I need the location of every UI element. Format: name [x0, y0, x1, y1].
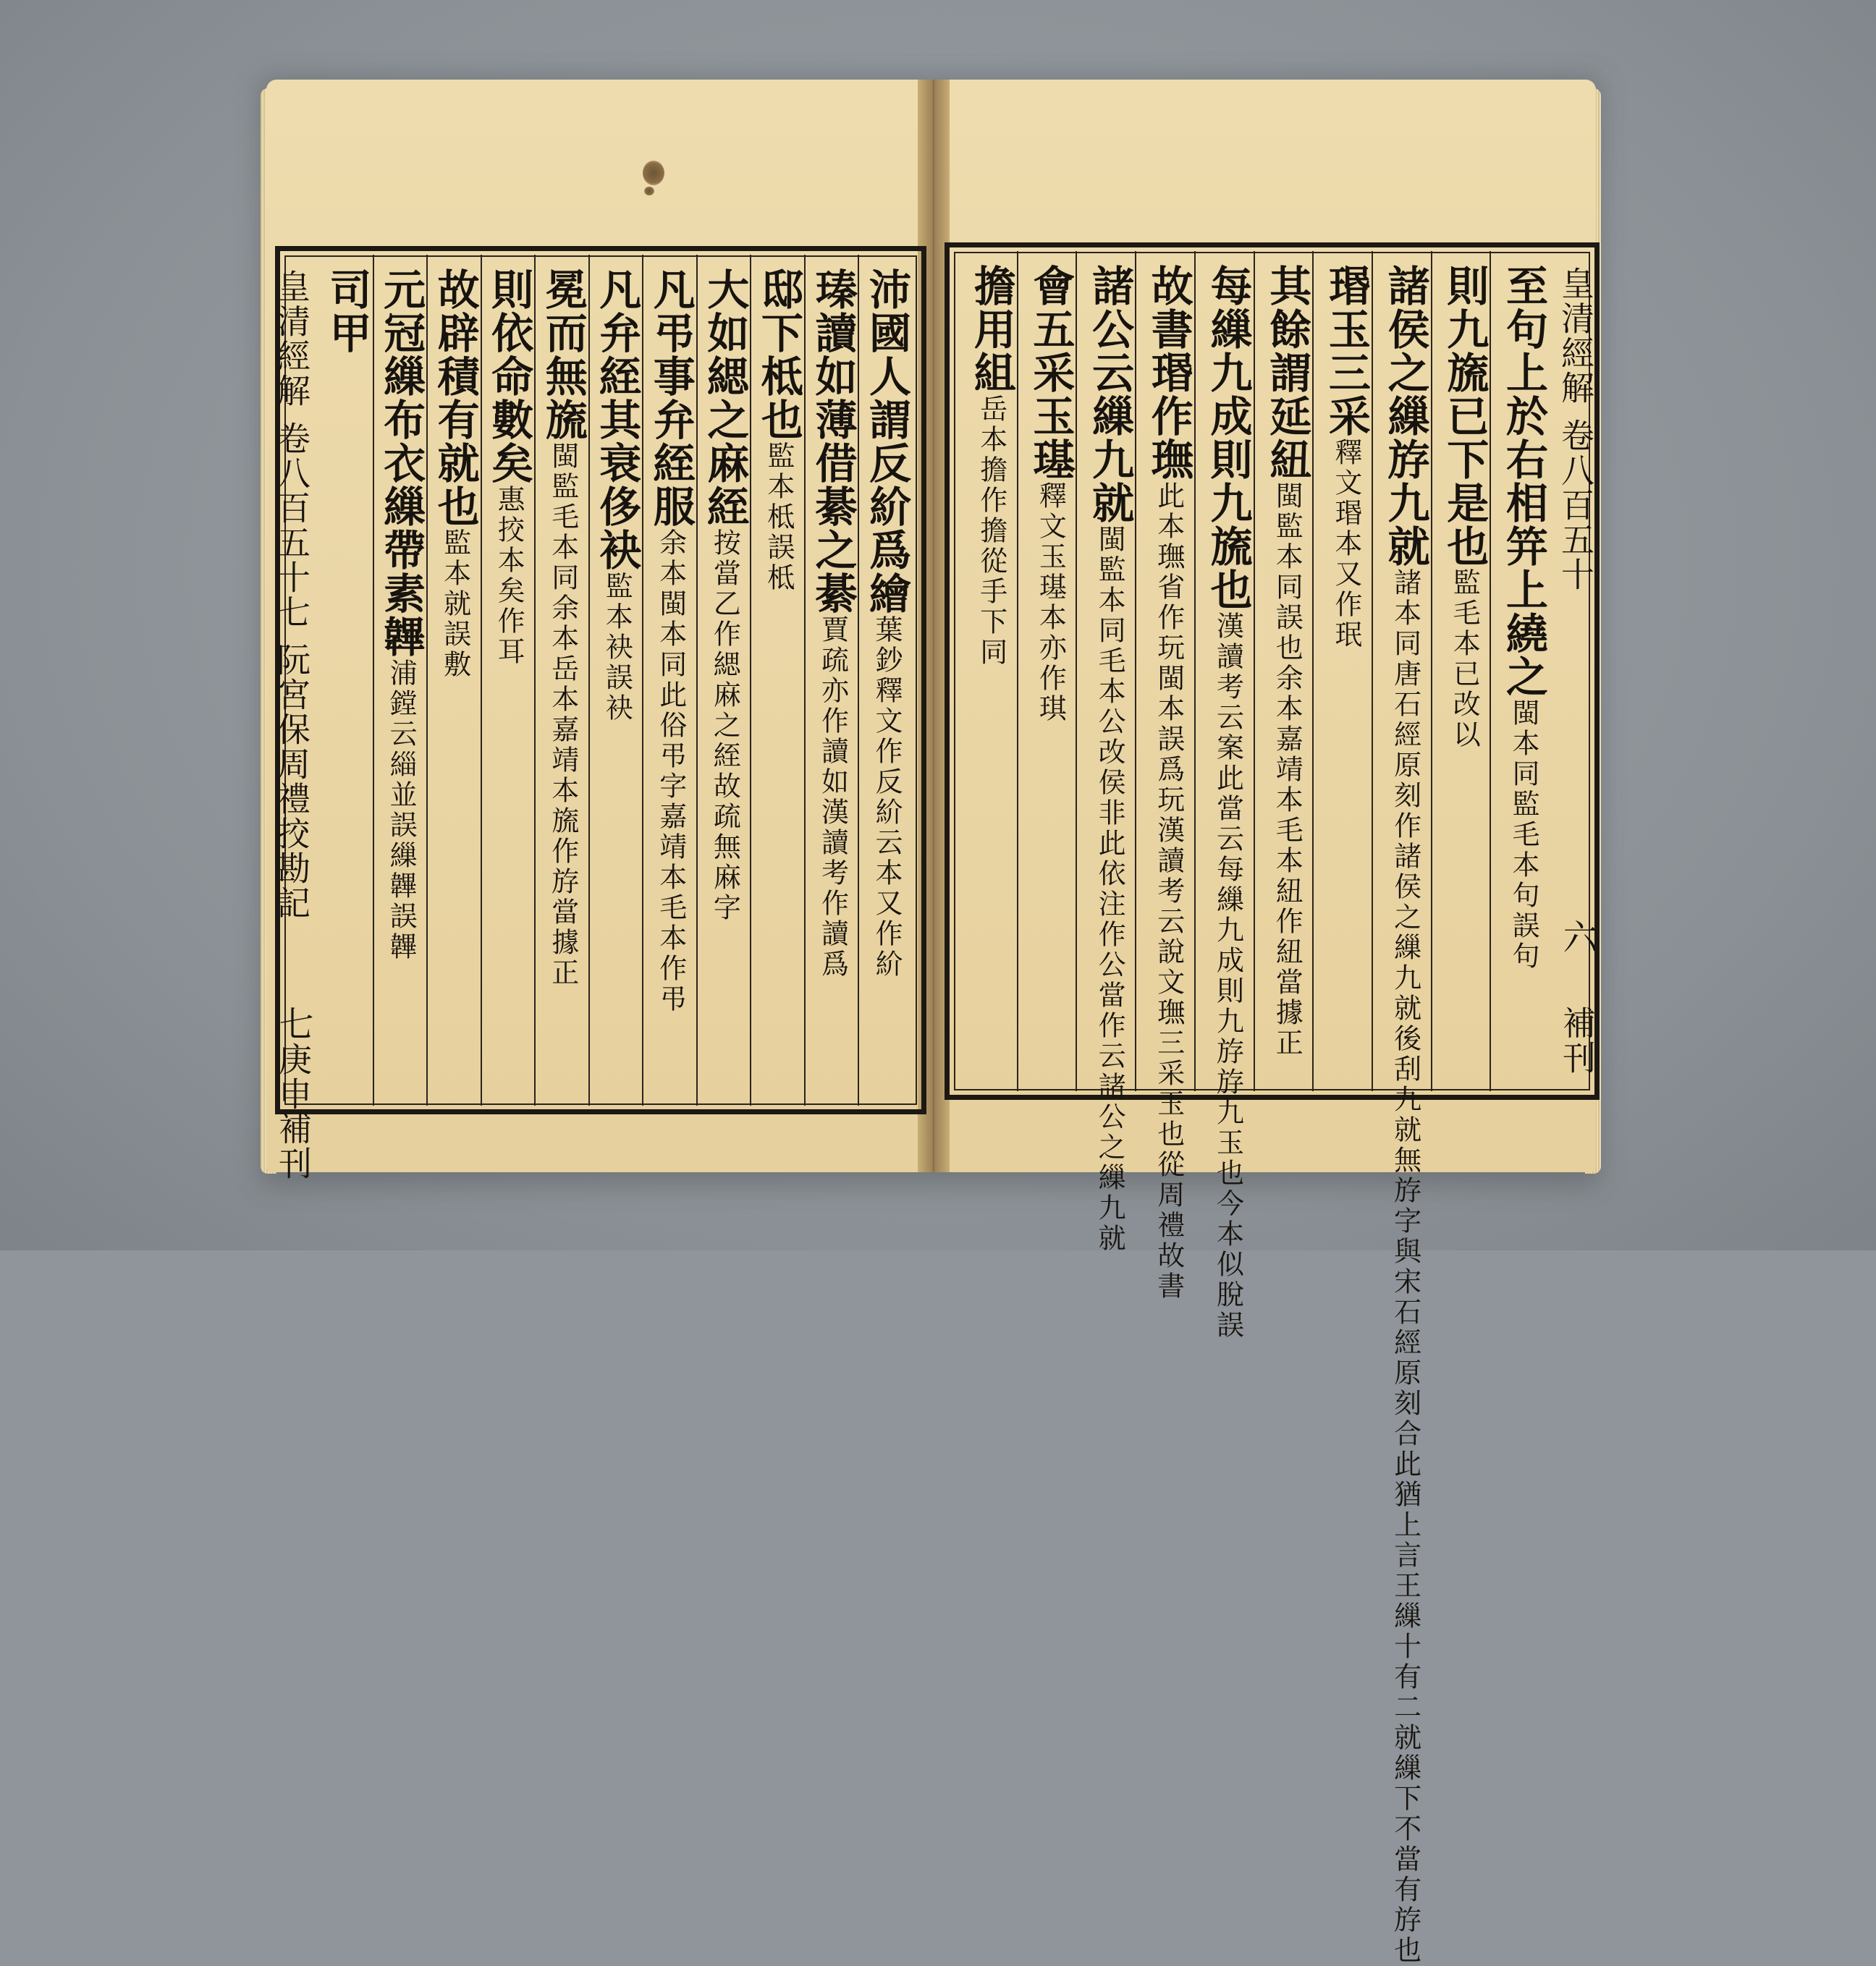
left-margin-strip — [269, 269, 310, 1101]
main-text: 故書瑉作璑 — [1144, 264, 1193, 481]
commentary-text: 按當乙作緦麻之絰故疏無麻字 — [709, 528, 741, 923]
main-text: 元冠繅布衣繅帶素韠 — [376, 268, 426, 658]
main-text: 會五采玉璂 — [1026, 264, 1076, 481]
commentary-text: 諸本同唐石經原刻作諸侯之繅九就後刮九就無斿字與宋石經原刻合此猶上言王繅十有二就繅下不當有斿也 — [1389, 568, 1421, 1966]
right-page-column — [1139, 264, 1193, 1302]
left-margin-title: 皇清經解 — [272, 269, 311, 408]
left-edition-strip — [271, 1042, 313, 1181]
ink-stain — [644, 187, 654, 195]
main-text: 每繅九成則九旒也 — [1203, 264, 1253, 611]
commentary-text: 浦鏜云緇並誤繅韠誤韠 — [385, 658, 418, 962]
left-page-column — [485, 268, 532, 1093]
main-text: 凡弔事弁絰服 — [646, 268, 696, 528]
main-text: 諸公云繅九就 — [1085, 264, 1135, 525]
main-text: 則依命數矣 — [484, 268, 534, 485]
right-page-column — [1021, 264, 1076, 1082]
left-page-column — [862, 268, 909, 1093]
right-text-block — [945, 242, 1600, 1966]
main-text: 諸侯之繅斿九就 — [1380, 264, 1430, 568]
main-text: 司甲 — [322, 268, 372, 355]
left-page-column — [808, 268, 858, 1093]
commentary-text: 監本袂誤袂 — [601, 572, 633, 724]
main-text: 邸下柢也 — [753, 268, 803, 441]
commentary-text: 漢讀考云案此當云每繅九成則九斿斿九玉也今本似脫誤 — [1212, 611, 1244, 1341]
left-margin-juan: 卷八百五十七 — [272, 421, 311, 630]
main-text: 沛國人謂反紒爲繪 — [861, 268, 911, 615]
commentary-text: 閩監本同毛本公改侯非此依注作公當作云諸公之繅九就 — [1094, 525, 1126, 1254]
main-text: 凡弁絰其衰侈袂 — [592, 268, 642, 572]
commentary-text: 監毛本已改以 — [1448, 568, 1481, 750]
commentary-text: 閩監本同誤也余本嘉靖本毛本紐作紐當據正 — [1271, 481, 1304, 1059]
right-margin-strip — [1553, 266, 1594, 773]
main-text: 冕而無旒 — [538, 268, 588, 441]
main-text: 大如緦之麻絰 — [700, 268, 750, 528]
ink-stain — [643, 161, 664, 185]
commentary-text: 監本柢誤柢 — [762, 441, 795, 593]
right-page-column — [1258, 264, 1310, 1082]
left-page-number: 七 — [273, 1006, 313, 1041]
left-margin-author: 阮宮保周禮挍勘記 — [272, 643, 311, 920]
left-page-column — [323, 268, 370, 1093]
commentary-text: 閩本同監毛本句誤句 — [1507, 698, 1539, 972]
right-page-column — [1080, 264, 1135, 1254]
right-edition-strip — [1555, 1006, 1595, 1093]
commentary-text: 釋文瑉本又作珉 — [1330, 438, 1362, 651]
right-page-column — [1317, 264, 1369, 1082]
left-text-block — [275, 246, 926, 1114]
left-page-column — [646, 268, 696, 1093]
left-page-column — [593, 268, 640, 1093]
commentary-text: 葉鈔釋文作反紒云本又作紒 — [870, 615, 903, 980]
right-page-number: 六 — [1557, 919, 1597, 954]
commentary-text: 惠挍本矣作耳 — [493, 485, 525, 667]
commentary-text: 此本璑省作玩閩本誤爲玩漢讀考云說文璑三采玉也從周禮故書 — [1152, 481, 1185, 1302]
right-folio-strip — [1555, 919, 1595, 970]
main-text: 其餘謂延紐 — [1262, 264, 1312, 481]
commentary-text: 余本閩本同此俗弔字嘉靖本毛本作弔 — [654, 528, 687, 1014]
main-text: 故辟積有就也 — [430, 268, 480, 528]
right-page-column — [1435, 264, 1490, 1082]
right-margin-title: 皇清經解 — [1556, 266, 1595, 405]
main-text: 至句上於右相笄上繞之 — [1498, 264, 1548, 698]
commentary-text: 閩監毛本同余本岳本嘉靖本旒作斿當據正 — [546, 441, 579, 988]
right-page-column — [1376, 264, 1430, 1966]
main-text: 則九旒已下是也 — [1440, 264, 1490, 568]
left-page-column — [754, 268, 801, 1093]
right-page-column — [1199, 264, 1253, 1341]
right-edition-note: 補刊 — [1558, 1006, 1597, 1075]
commentary-text: 賈疏亦作讀如漢讀考作讀爲 — [816, 615, 849, 980]
commentary-text: 釋文玉璂本亦作琪 — [1034, 481, 1067, 724]
right-margin-juan: 卷八百五十 — [1556, 418, 1595, 592]
main-text: 瑧讀如薄借綦之綦 — [808, 268, 858, 615]
left-page-column — [538, 268, 586, 1093]
left-edition-note: 庚申補刊 — [274, 1042, 313, 1181]
right-page-column — [1494, 264, 1546, 1082]
left-page-column — [377, 268, 424, 1093]
left-page-column — [431, 268, 478, 1093]
main-text: 瑉玉三采 — [1321, 264, 1371, 438]
main-text: 擔用組 — [966, 264, 1016, 394]
commentary-text: 監本就誤敷 — [439, 528, 471, 680]
left-page-column — [701, 268, 748, 1093]
commentary-text: 岳本擔作擔從手下同 — [975, 394, 1007, 668]
right-page-column — [962, 264, 1014, 1082]
